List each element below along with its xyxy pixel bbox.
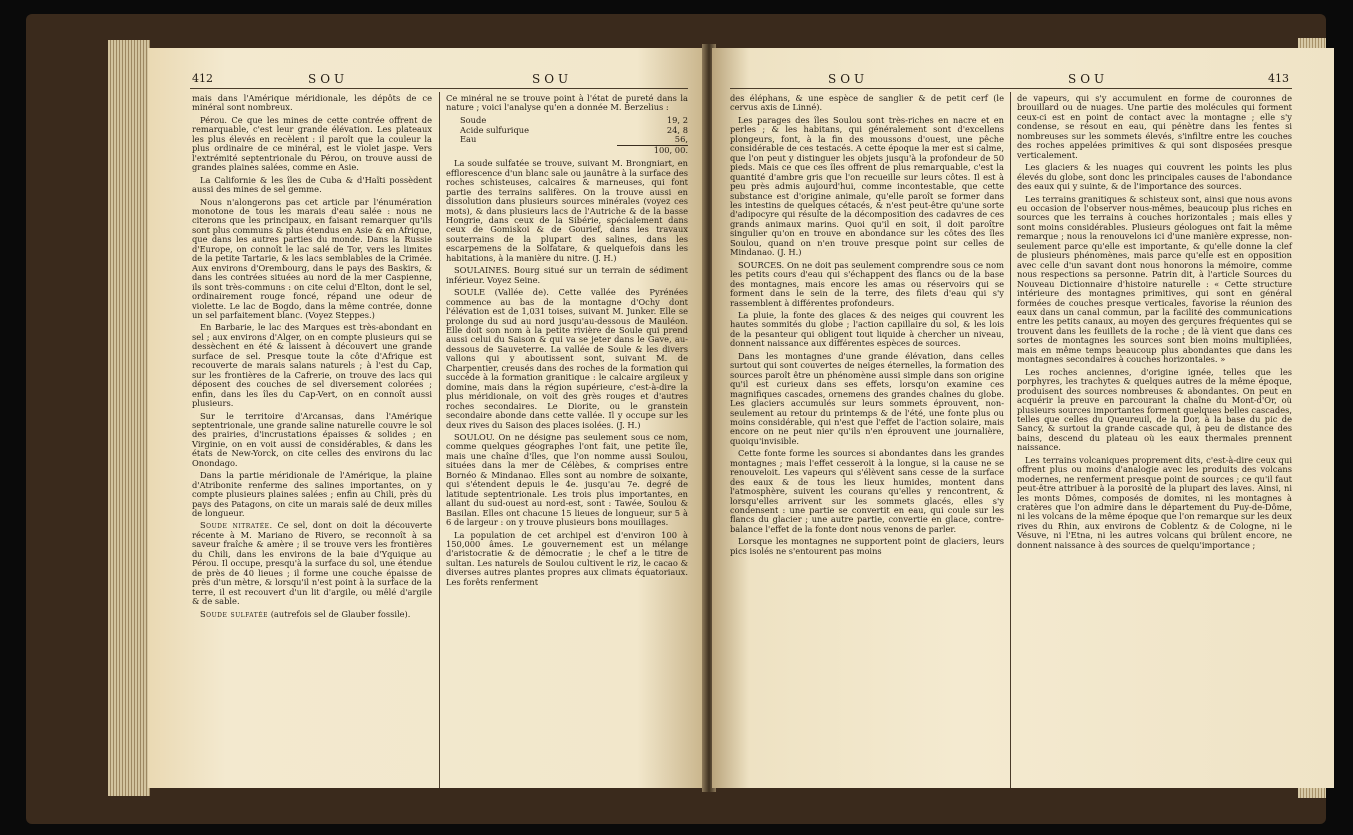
page-number: 413 [1268,72,1289,85]
analysis-value: 19, 2 [666,114,688,125]
paragraph: Sur le territoire d'Arcansas, dans l'Amérique septentrionale, une grande saline naturelle couvre le sol des prairies, d'incrustations épaisses & solides ; en Virginie, on en voit aussi de considérables, & dans les états de New-Yorck, on cite celles des environs du lac Onondago. [192,410,432,468]
header-rule [190,88,688,89]
analysis-label [446,145,617,155]
entry-term: Soude sulfatée [200,608,269,619]
right-column-2 [1017,94,1292,553]
paragraph: Les parages des îles Soulou sont très-riches en nacre et en perles ; & les habitans, qui généralement sont d'excellens plongeurs, font, à la fin des moussons d'ouest, une pêche considérable de ces testacés. A cette époque la mer est si calme, que l'on peut y distinguer les objets jusqu'à la profondeur de 50 pieds. Mais ce que ces îles offrent de plus remarquable, c'est la quantité d'ambre gris que l'on recueille sur leurs côtes. Il est à peu près admis aujourd'hui, comme incontestable, que cette substance est d'origine animale, qu'elle paroît se former dans les intestins de quelques cétacés, & n'est peut-être qu'une sorte d'adipocyre qui résulte de la décomposition des cadavres de ces grands animaux marins. Quoi qu'il en soit, il doit paroître singulier qu'on en trouve en abondance sur les côtes des îles Soulou, quand on n'en trouve presque point sur celles de Mindanao. (J. H.) [730,114,1004,258]
paragraph: La population de cet archipel est d'environ 100 à 150,000 âmes. Le gouvernement est un mélange d'aristocratie & de démocratie ; le chef a le titre de sultan. Les naturels de Soulou cultivent le riz, le cacao & diverses autres plantes propres aux climats équatoriaux. Les forêts renferment [446,529,688,587]
analysis-value: 56, [617,135,688,145]
left-column-2 [446,94,688,590]
analysis-label: Acide sulfurique [460,124,530,135]
paragraph: Dans la partie méridionale de l'Amérique, la plaine d'Atribonite renferme des salines importantes, on y compte plusieurs plaines salées ; enfin au Chili, près du pays des Patagons, on cite un marais salé de deux milles de longueur. [192,470,432,519]
paragraph: La pluie, la fonte des glaces & des neiges qui couvrent les hautes sommités du globe ; l'action capillaire du sol, & les lois de la pesanteur qui obligent tout liquide à chercher un niveau, donnent naissance aux différentes espèces de sources. [730,309,1004,349]
table-row [446,135,688,145]
entry-soule: SOULE (Vallée de). Cette vallée des Pyrénées commence au bas de la montagne d'Ochy dont l'élévation est de 1,031 toises, suivant M. Junker. Elle se prolonge du sud au nord jusqu'au-dessous de Mauléon. Elle doit son nom à la petite rivière de Soule qui prend aussi celui du Saison & qui va se jeter dans le Gave, au-dessous de Sauveterre. La vallée de Soule & les divers vallons qui y aboutissent sont, suivant M. de Charpentier, creusés dans des roches de la formation qui succède à la formation granitique : le calcaire argileux y domine, mais dans la région supérieure, c'est-à-dire la plus méridionale, on voit des grès rouges et d'autres roches secondaires. Le Diorite, ou le granstein secondaire abonde dans cette vallée. Il y occupe sur les deux rives du Saison des places isolées. (J. H.) [446,287,688,430]
paragraph: Cette fonte forme les sources si abondantes dans les grandes montagnes ; mais l'effet cesseroit à la longue, si la cause ne se renouveloit. Les vapeurs qui s'élèvent sans cesse de la surface des eaux & de tous les lieux humides, montent dans l'atmosphère, suivent les courans qu'elles y rencontrent, & lorsqu'elles arrivent sur les sommets glacés, elles s'y condensent : une partie se convertit en eau, qui coule sur les flancs du glacier ; une autre partie, convertie en glace, contre-balance l'effet de la fonte dont nous venons de parler. [730,448,1004,534]
entry-term: Soude nitratée. [200,520,273,531]
paragraph: Lorsque les montagnes ne supportent point de glaciers, leurs pics isolés ne s'entourent pas moins [730,536,1004,556]
left-page [148,48,704,788]
running-head-right: SOU [1068,72,1109,86]
page-number: 412 [192,72,213,85]
analysis-table [446,116,688,155]
entry-sources: SOURCES. On ne doit pas seulement comprendre sous ce nom les petits cours d'eau qui s'échappent des flancs ou de la base des montagnes, mais encore les amas ou réservoirs qui se forment dans le sein de la terre, des filets d'eau qui s'y rassemblent à différentes profondeurs. [730,259,1004,308]
running-head-left: SOU [828,72,869,86]
paragraph: Dans les montagnes d'une grande élévation, dans celles surtout qui sont couvertes de neiges éternelles, la formation des sources paroît être un phénomène aussi simple dans son origine qu'il est curieux dans ses effets, lorsqu'on examine ces magnifiques cascades, ornemens des grandes chaînes du globe. Les glaciers accumulés sur leurs sommets éprouvent, non-seulement au retour du printemps & de l'été, une fonte plus ou moins considérable, qui n'est que l'effet de l'action solaire, mais encore on ne peut nier qu'ils n'en éprouvent une journalière, quoiqu'invisible. [730,350,1004,446]
table-row [446,126,688,136]
table-row [446,145,688,155]
analysis-label: Soude [460,114,487,125]
right-page [712,48,1334,788]
paragraph: de vapeurs, qui s'y accumulent en forme de couronnes de brouillard ou de nuages. Une partie des molécules qui forment ceux-ci est en point de contact avec la montagne ; elle s'y condense, se résout en eau, qui pénètre dans les fentes si nombreuses sur les sommets élevés, s'infiltre entre les couches des roches appelées primitives & qui sont disposées presque verticalement. [1017,93,1292,160]
entry-text: (autrefois sel de Glauber fossile). [270,608,411,619]
paragraph: Les glaciers & les nuages qui couvrent les points les plus élevés du globe, sont donc les principales causes de l'abondance des eaux qui y suinte, & de l'importance des sources. [1017,162,1292,192]
paragraph: Les terrains granitiques & schisteux sont, ainsi que nous avons eu occasion de l'observer nous-mêmes, beaucoup plus riches en sources que les terrains à couches horizontales ; mais elles y sont moins considérables. Plusieurs géologues ont fait la même remarque ; nous la renouvelons ici d'une manière expresse, non-seulement parce qu'elle est importante, & qu'elle donne la clef de plusieurs phénomènes, mais parce qu'elle est en opposition avec celle d'un savant dont nous honorons la mémoire, comme nous respections sa personne. Patrin dit, à l'article Sources du Nouveau Dictionnaire d'histoire naturelle : « Cette structure intérieure des montagnes primitives, qui sont en général formées de couches presque verticales, favorise la réunion des eaux dans un canal commun, par la facilité des communications entre les petits canaux, au moyen des gerçures fréquentes qui se trouvent dans les feuillets de la roche ; de là vient que dans ces sortes de montagnes les sources sont bien moins multipliées, mais en même temps beaucoup plus abondantes que dans les montagnes secondaires à couches horizontales. » [1017,193,1292,365]
analysis-label: Eau [460,134,477,145]
running-head-left: SOU [308,72,349,86]
entry-soude-sulfatee [192,610,432,619]
analysis-value: 24, 8 [666,124,688,135]
entry-soude-nitratee [192,521,432,606]
header-rule [730,88,1292,89]
paragraph: Les terrains volcaniques proprement dits, c'est-à-dire ceux qui offrent plus ou moins d'analogie avec les produits des volcans modernes, ne renferment presque point de sources ; ce qu'il faut peut-être attribuer à la porosité de la plupart des laves. Ainsi, ni les monts Dômes, composés de domites, ni les montagnes à cratères que l'on admire dans le département du Puy-de-Dôme, ni les volcans de la même époque que l'on remarque sur les deux rives du Rhin, aux environs de Coblentz & de Cologne, ni le Vésuve, ni l'Etna, ni les autres volcans qui brûlent encore, ne donnent naissance à des sources de quelqu'importance ; [1017,454,1292,550]
paragraph: En Barbarie, le lac des Marques est très-abondant en sel ; aux environs d'Alger, on en compte plusieurs qui se dessèchent en été & laissent à découvert une grande surface de sel. Presque toute la côte d'Afrique est recouverte de marais salans naturels ; à l'est du Cap, sur les frontières de la Cafrerie, on trouve des lacs qui déposent des couches de sel diversement colorées ; enfin, dans les îles du Cap-Vert, on en connoît aussi plusieurs. [192,322,432,409]
running-head-right: SOU [532,72,573,86]
paragraph: Nous n'alongerons pas cet article par l'énumération monotone de tous les marais d'eau salée : nous ne citerons que les principaux, en faisant remarquer qu'ils sont plus communs & plus étendus en Asie & en Afrique, que dans les autres parties du monde. Dans la Russie d'Europe, on connoît le lac salé de Tor, vers les limites de la petite Tartarie, & les lacs semblables de la Crimée. Aux environs d'Orembourg, dans le pays des Baskirs, & dans les contrées situées au nord de la mer Caspienne, ils sont très-communs : on cite celui d'Elton, dont le sel, ordinairement rouge foncé, répand une odeur de violette. Le lac de Bogdo, dans la même contrée, donne un sel parfaitement blanc. (Voyez Steppes.) [192,196,432,320]
analysis-total: 100, 00. [653,144,688,155]
right-column-1 [730,94,1004,559]
column-divider [1010,92,1011,788]
column-divider [439,92,440,788]
entry-soulou: SOULOU. On ne désigne pas seulement sous ce nom, comme quelques géographes l'ont fait, une petite île, mais une chaîne d'îles, que l'on nomme aussi Soulou, situées dans la mer de Célèbes, & comprises entre Bornéo & Mindanao. Elles sont au nombre de soixante, qui s'étendent depuis le 4e. jusqu'au 7e. degré de latitude septentrionale. Les trois plus importantes, en allant du sud-ouest au nord-est, sont : Tawée, Soulou & Basilan. Elles ont chacune 15 lieues de longueur, sur 5 à 6 de largeur : on y trouve plusieurs bons mouillages. [446,431,688,528]
paragraph: La soude sulfatée se trouve, suivant M. Brongniart, en efflorescence d'un blanc sale ou jaunâtre à la surface des roches schisteuses, calcaires & marneuses, qui font partie des terrains salifères. On la trouve aussi en dissolution dans plusieurs sources minérales (voyez ces mots), & dans plusieurs lacs de l'Autriche & de la basse Hongrie, dans ceux de la Sibérie, spécialement dans ceux de Gomiskoi & de Gourief, dans les travaux souterrains de la plupart des salines, dans les escarpemens de la Solfatare, & quelquefois dans les habitations, à la manière du nitre. (J. H.) [446,158,688,263]
left-page-edges [108,40,150,796]
paragraph: Ce minéral ne se trouve point à l'état de pureté dans la nature ; voici l'analyse qu'en a donnée M. Berzelius : [446,93,688,113]
paragraph: La Californie & les îles de Cuba & d'Haïti possèdent aussi des mines de sel gemme. [192,174,432,195]
left-column-1 [192,94,432,622]
paragraph: des éléphans, & une espèce de sanglier & de petit cerf (le cervus axis de Linné). [730,93,1004,113]
book-spread [26,14,1326,824]
entry-text: Ce sel, dont on doit la découverte récente à M. Mariano de Rivero, se reconnoît à sa saveur fraîche & amère ; il se trouve vers les frontières du Chili, dans les environs de la baie d'Yquique au Pérou. Il occupe, presqu'à la surface du sol, une étendue de près de 40 lieues ; il forme une couche épaisse de près d'un mètre, & lorsqu'il n'est point à la surface de la terre, il est recouvert d'un lit d'argile, ou mêlé d'argile & de sable. [192,520,433,607]
paragraph: mais dans l'Amérique méridionale, les dépôts de ce minéral sont nombreux. [192,93,432,113]
paragraph: Les roches anciennes, d'origine ignée, telles que les porphyres, les trachytes & quelques autres de la même époque, produisent des sources nombreuses & abondantes. On peut en acquérir la preuve en parcourant la chaîne du Mont-d'Or, où plusieurs sources importantes forment quelques belles cascades, telles que celles du Queureuil, de la Dor, à la base du pic de Sancy, & surtout la grande cascade qui, à peu de distance des bains, descend du plateau où les eaux thermales prennent naissance. [1017,366,1292,453]
entry-soulaines: SOULAINES. Bourg situé sur un terrain de sédiment inférieur. Voyez Seine. [446,265,688,285]
paragraph: Pérou. Ce que les mines de cette contrée offrent de remarquable, c'est leur grande élévation. Les plateaux les plus élevés en recèlent : il paroît que la couleur la plus ordinaire de ce minéral, est le violet jaspe. Vers l'extrémité septentrionale du Pérou, on trouve aussi de grandes plaines salées, comme en Asie. [192,114,432,173]
